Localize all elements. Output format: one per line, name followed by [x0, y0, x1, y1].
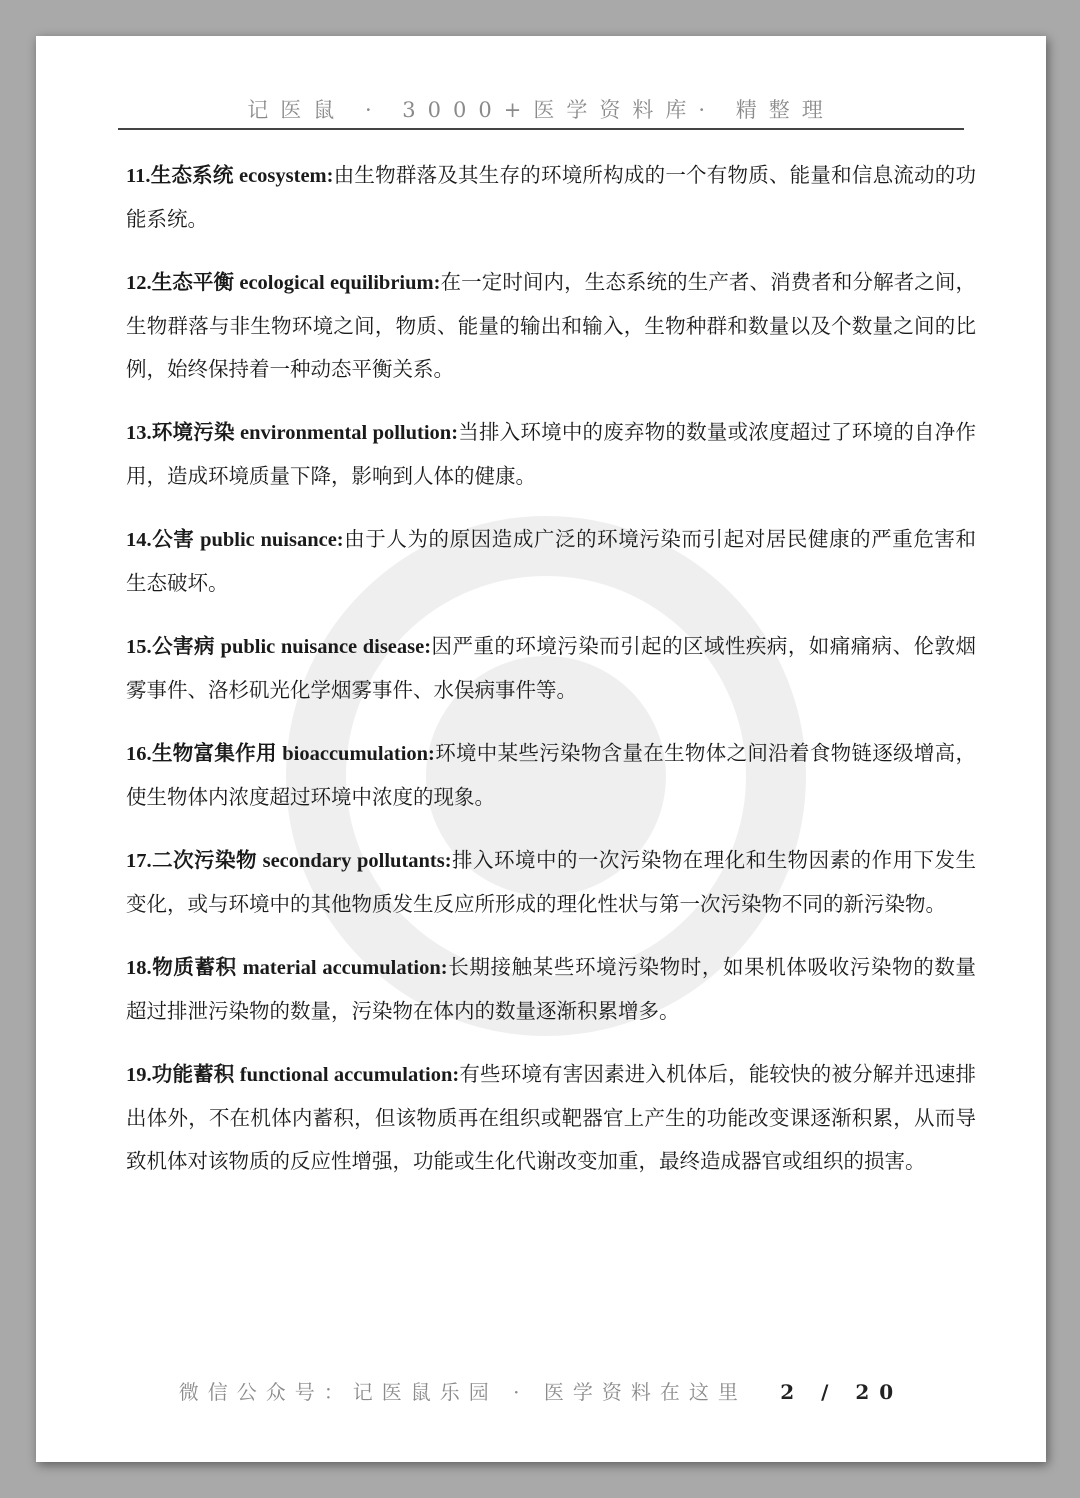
entry-term: 18.物质蓄积 material accumulation:: [126, 957, 448, 979]
glossary-entry: [126, 625, 976, 712]
entry-term: 14.公害 public nuisance:: [126, 529, 344, 551]
entry-definition: 有些环境有害因素进入机体后，能较快的被分解并迅速排出体外，不在机体内蓄积，但该物质再在组织或靶器官上产生的功能改变课逐渐积累，从而导致机体对该物质的反应性增强，功能或生化代谢改变加重，最终造成器官或组织的损害。: [126, 1062, 976, 1173]
entry-term: 16.生物富集作用 bioaccumulation:: [126, 743, 435, 765]
entry-definition: 环境中某些污染物含量在生物体之间沿着食物链逐级增高，使生物体内浓度超过环境中浓度的现象。: [126, 741, 976, 809]
page-header: 记医鼠 · 3000+医学资料库· 精整理: [118, 94, 964, 130]
footer-text: 微信公众号：记医鼠乐园 · 医学资料在这里: [178, 1380, 747, 1404]
document-page: [36, 36, 1046, 1462]
entry-definition: 排入环境中的一次污染物在理化和生物因素的作用下发生变化，或与环境中的其他物质发生反应所形成的理化性状与第一次污染物不同的新污染物。: [126, 848, 976, 916]
entry-term: 17.二次污染物 secondary pollutants:: [126, 850, 452, 872]
entry-definition: 由生物群落及其生存的环境所构成的一个有物质、能量和信息流动的功能系统。: [126, 163, 976, 231]
entry-definition: 由于人为的原因造成广泛的环境污染而引起对居民健康的严重危害和生态破坏。: [126, 527, 976, 595]
page-number: 2 / 20: [780, 1380, 904, 1404]
entry-definition: 因严重的环境污染而引起的区域性疾病，如痛痛病、伦敦烟雾事件、洛杉矶光化学烟雾事件、水俣病事件等。: [126, 634, 976, 702]
entry-definition: 长期接触某些环境污染物时，如果机体吸收污染物的数量超过排泄污染物的数量，污染物在体内的数量逐渐积累增多。: [126, 955, 976, 1023]
glossary-entry: [126, 518, 976, 605]
glossary-entry: [126, 1053, 976, 1183]
glossary-content: [126, 154, 976, 1203]
entry-term: 13.环境污染 environmental pollution:: [126, 422, 459, 444]
glossary-entry: [126, 946, 976, 1033]
entry-definition: 当排入环境中的废弃物的数量或浓度超过了环境的自净作用，造成环境质量下降，影响到人体的健康。: [126, 420, 976, 488]
entry-term: 11.生态系统 ecosystem:: [126, 165, 334, 187]
glossary-entry: [126, 261, 976, 391]
entry-term: 12.生态平衡 ecological equilibrium:: [126, 272, 441, 294]
entry-term: 19.功能蓄积 functional accumulation:: [126, 1064, 460, 1086]
glossary-entry: [126, 411, 976, 498]
glossary-entry: [126, 154, 976, 241]
glossary-entry: [126, 839, 976, 926]
entry-definition: 在一定时间内，生态系统的生产者、消费者和分解者之间，生物群落与非生物环境之间，物质、能量的输出和输入，生物种群和数量以及个数量之间的比例，始终保持着一种动态平衡关系。: [126, 270, 976, 381]
entry-term: 15.公害病 public nuisance disease:: [126, 636, 432, 658]
page-footer: [36, 1376, 1046, 1405]
glossary-entry: [126, 732, 976, 819]
